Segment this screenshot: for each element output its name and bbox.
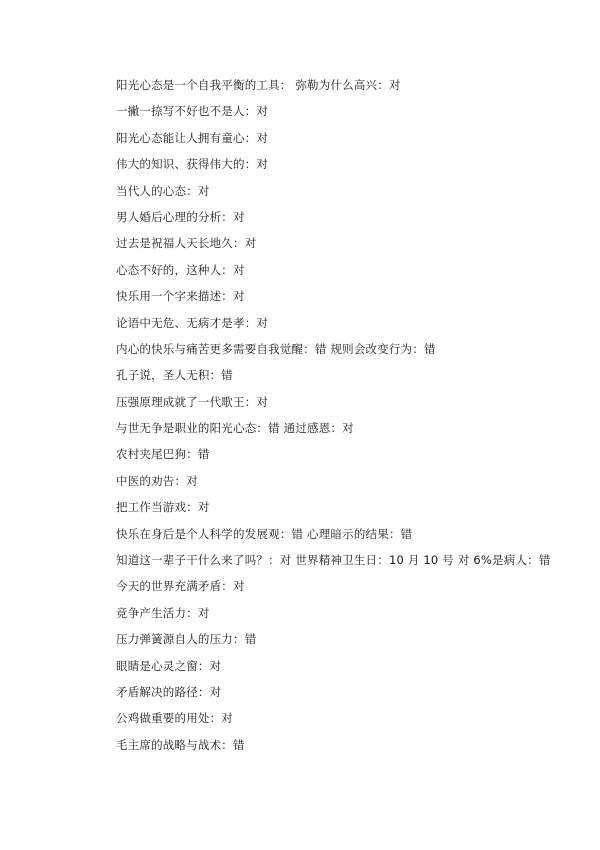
answer-line: 快乐用一个字来描述：对: [116, 289, 245, 304]
answer-line: 眼睛是心灵之窗：对: [116, 658, 222, 673]
answer-line: 压力弹簧源自人的压力：错: [116, 632, 257, 647]
answer-line: 今天的世界充满矛盾：对: [116, 579, 245, 594]
quiz-answer-list: [116, 76, 586, 762]
answer-line: 内心的快乐与痛苦更多需要自我觉醒：错 规则会改变行为：错: [116, 341, 436, 356]
answer-line: 心态不好的，这种人：对: [116, 262, 245, 277]
answer-line: 把工作当游戏：对: [116, 500, 210, 515]
answer-line: 知道这一辈子干什么来了吗？：对 世界精神卫生日：10 月 10 号 对 6%是病人：错: [116, 553, 551, 568]
answer-line: 快乐在身后是个人科学的发展观：错 心理暗示的结果：错: [116, 526, 413, 541]
answer-line: 阳光心态是一个自我平衡的工具： 弥勒为什么高兴：对: [116, 78, 401, 92]
answer-line: 论语中无危、无病才是孝：对: [116, 315, 269, 330]
answer-line: 中医的劝告：对: [116, 473, 198, 488]
answer-line: 农村夹尾巴狗：错: [116, 447, 210, 462]
answer-line: 压强原理成就了一代歌王：对: [116, 394, 269, 409]
answer-line: 与世无争是职业的阳光心态：错 通过感恩：对: [116, 421, 354, 436]
answer-line: 当代人的心态：对: [116, 183, 210, 198]
answer-line: 过去是祝福人天长地久：对: [116, 236, 257, 251]
answer-line: 男人婚后心理的分析：对: [116, 209, 245, 224]
answer-line: 毛主席的战略与战术：错: [116, 737, 245, 752]
answer-line: 竞争产生活力：对: [116, 605, 210, 620]
answer-line: 伟大的知识、获得伟大的：对: [116, 157, 269, 172]
answer-line: 阳光心态能让人拥有童心：对: [116, 130, 269, 145]
answer-line: 矛盾解决的路径：对: [116, 684, 222, 699]
answer-line: 孔子说，圣人无积：错: [116, 368, 233, 383]
answer-line: 公鸡做重要的用处：对: [116, 711, 233, 726]
answer-line: 一撇一捺写不好也不是人：对: [116, 104, 269, 119]
